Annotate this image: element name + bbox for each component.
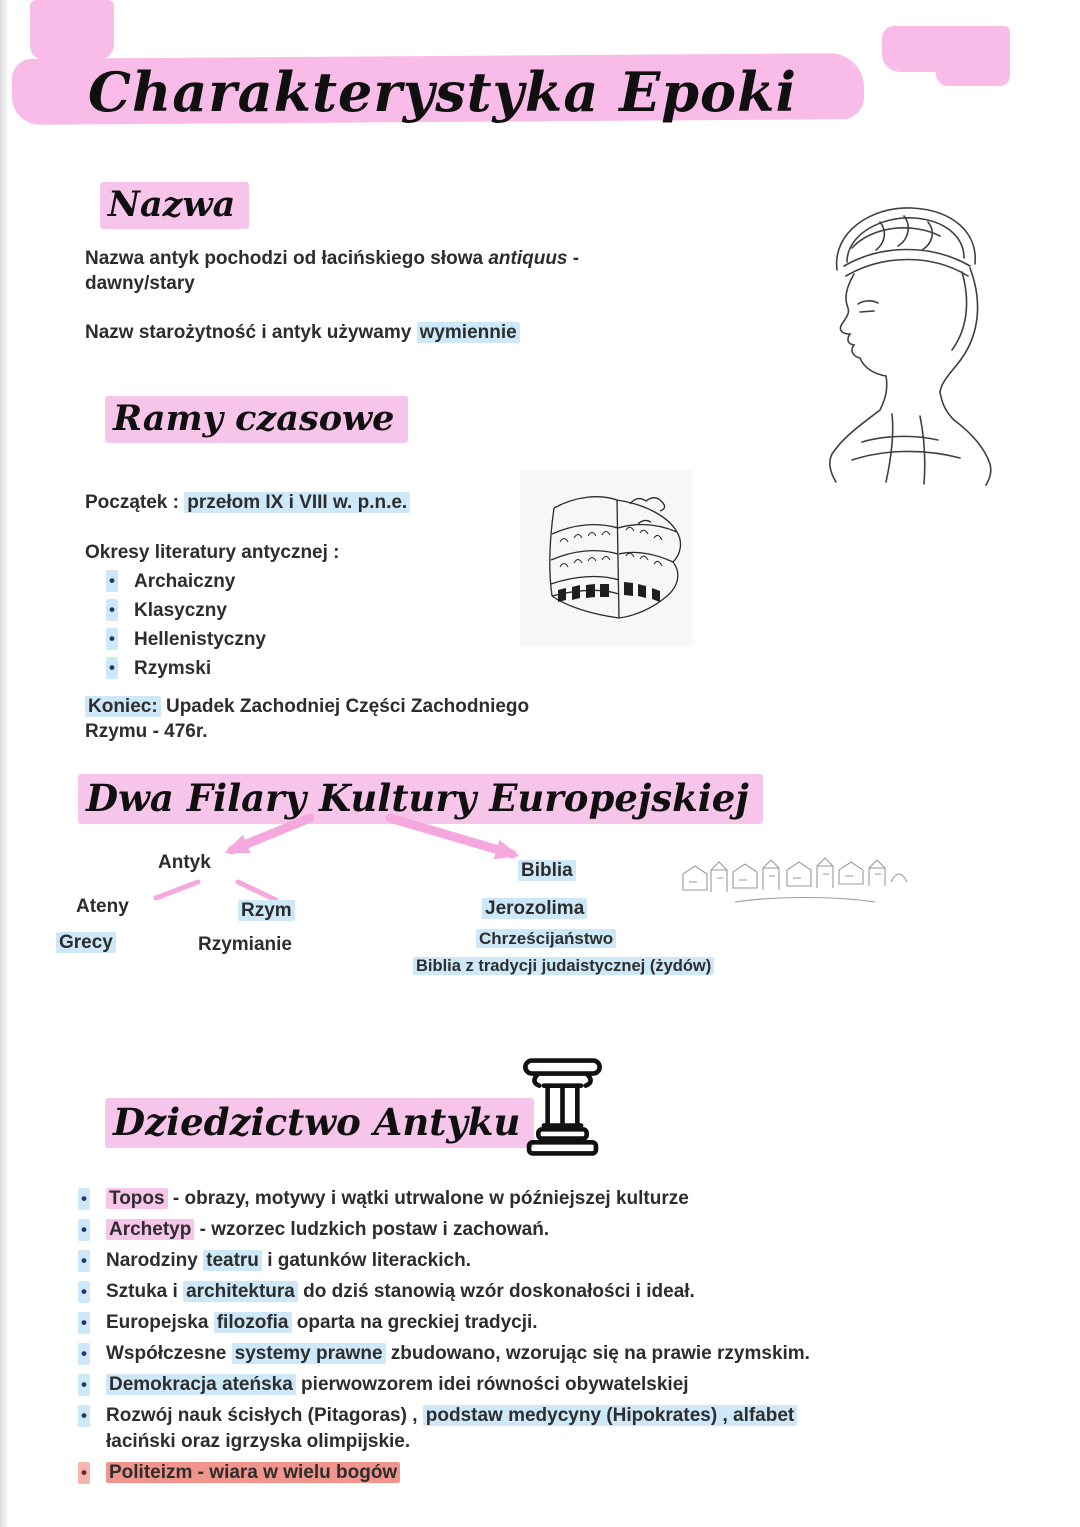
section-heading-ramy	[105, 398, 408, 439]
list-item	[72, 1310, 1012, 1336]
text-run: zbudowano, wzorując się na prawie rzymskim.	[385, 1343, 810, 1364]
node-label: Chrześcijaństwo	[476, 929, 616, 948]
text-run: - wzorzec ludzkich postaw i zachowań.	[194, 1219, 550, 1240]
bullet-icon: •	[106, 657, 118, 679]
list-item	[100, 568, 520, 595]
ancient-city-sketch	[675, 812, 910, 912]
list-item	[72, 1279, 1012, 1305]
bullet-icon: •	[78, 1312, 90, 1334]
okresy-list	[100, 568, 520, 684]
node-label: Biblia	[518, 860, 576, 881]
text-run: łaciński oraz igrzyska olimpijskie.	[106, 1431, 411, 1452]
highlighted-text: podstaw medycyny (Hipokrates) , alfabet	[423, 1405, 798, 1426]
list-item-text: Klasyczny	[134, 600, 227, 621]
node-rzymianie	[198, 932, 292, 957]
highlighted-text: Koniec:	[85, 696, 161, 717]
dziedzictwo-list	[72, 1186, 1012, 1491]
list-item	[100, 597, 520, 624]
list-item-text: Rzymski	[134, 658, 212, 679]
greek-column-icon	[515, 1055, 610, 1159]
colosseum-sketch	[520, 470, 692, 646]
bullet-icon: •	[78, 1462, 90, 1484]
highlighted-text: filozofia	[214, 1312, 292, 1333]
greek-statue-sketch	[792, 192, 1014, 488]
node-label: Antyk	[158, 852, 211, 873]
bullet-icon: •	[78, 1374, 90, 1396]
text-run: do dziś stanowią wzór doskonałości i ideał.	[297, 1281, 695, 1302]
bullet-icon: •	[78, 1405, 90, 1427]
highlighted-text: architektura	[183, 1281, 298, 1302]
term-antiquus: antiquus	[488, 248, 568, 269]
text-run: Współczesne	[106, 1343, 232, 1364]
text-run: Sztuka i	[106, 1281, 184, 1302]
list-item	[72, 1186, 1012, 1212]
node-antyk	[158, 850, 211, 875]
highlighted-text: Topos	[106, 1188, 168, 1209]
highlighted-text: teatru	[203, 1250, 262, 1271]
heading-text: Ramy czasowe	[105, 396, 408, 443]
highlighted-text: Politeizm - wiara w wielu bogów	[106, 1462, 400, 1483]
highlighted-text: Demokracja ateńska	[106, 1374, 296, 1395]
node-label: Ateny	[76, 896, 129, 917]
list-item	[72, 1460, 1012, 1486]
node-label: Rzym	[238, 900, 295, 921]
text-run: Rzymu - 476r.	[85, 721, 208, 743]
text-run: i gatunków literackich.	[261, 1250, 471, 1271]
bullet-icon: •	[78, 1281, 90, 1303]
text-run: dawny/stary	[85, 273, 195, 295]
node-rzym	[238, 898, 295, 923]
bullet-icon: •	[106, 599, 118, 621]
list-item-text: Archaiczny	[134, 571, 236, 592]
text-run: Rozwój nauk ścisłych (Pitagoras) ,	[106, 1405, 423, 1426]
heading-text: Dziedzictwo Antyku	[105, 1098, 534, 1148]
text-run: Europejska	[106, 1312, 214, 1333]
list-item	[72, 1403, 1012, 1455]
pink-blob-top-right-stem	[936, 60, 1010, 86]
page-edge-shadow	[0, 0, 9, 1527]
text-run: -	[567, 248, 580, 269]
highlighted-text: wymiennie	[417, 322, 520, 343]
section-heading-nazwa	[100, 184, 249, 225]
node-label: Jerozolima	[482, 898, 587, 919]
list-item	[72, 1341, 1012, 1367]
highlighted-text: Archetyp	[106, 1219, 194, 1240]
heading-text: Nazwa	[100, 182, 249, 229]
heading-text: Dwa Filary Kultury Europejskiej	[78, 774, 763, 824]
node-grecy	[56, 930, 116, 955]
text-run: Nazwa antyk pochodzi od łacińskiego słowa	[85, 248, 489, 269]
text-run: Okresy literatury antycznej :	[85, 542, 340, 563]
text-run: oparta na greckiej tradycji.	[291, 1312, 538, 1333]
node-label: Grecy	[56, 932, 116, 953]
paragraph-nazwa-usage	[85, 320, 725, 345]
text-run: Upadek Zachodniej Części Zachodniego	[160, 696, 530, 717]
bullet-icon: •	[78, 1250, 90, 1272]
paragraph-nazwa-origin	[85, 246, 725, 297]
list-item	[72, 1248, 1012, 1274]
list-item	[100, 626, 520, 653]
pink-blob-top-left	[30, 0, 114, 60]
node-ateny	[76, 894, 129, 919]
bullet-icon: •	[78, 1219, 90, 1241]
section-heading-dziedzictwo	[105, 1100, 534, 1144]
text-run: Początek :	[85, 492, 185, 513]
node-chrzescijanstwo	[476, 928, 616, 951]
node-jerozolima	[482, 896, 587, 921]
list-item	[72, 1217, 1012, 1243]
node-label: Rzymianie	[198, 934, 292, 955]
list-item	[100, 655, 520, 682]
node-biblia	[518, 858, 576, 883]
page-title: Charakterystyka Epoki	[88, 60, 797, 124]
text-run: Narodziny	[106, 1250, 204, 1271]
text-run: - obrazy, motywy i wątki utrwalone w późniejszej kulturze	[167, 1188, 689, 1209]
list-item	[72, 1372, 1012, 1398]
bullet-icon: •	[106, 570, 118, 592]
paragraph-koniec	[85, 694, 645, 745]
node-biblia-tradycja	[413, 955, 714, 977]
highlighted-text: przełom IX i VIII w. p.n.e.	[184, 492, 410, 513]
text-run: Nazw starożytność i antyk używamy	[85, 322, 417, 343]
text-run: pierwowzorem idei równości obywatelskiej	[295, 1374, 689, 1395]
bullet-icon: •	[78, 1188, 90, 1210]
list-item-text: Hellenistyczny	[134, 629, 266, 650]
bullet-icon: •	[78, 1343, 90, 1365]
bullet-icon: •	[106, 628, 118, 650]
highlighted-text: systemy prawne	[232, 1343, 386, 1364]
node-label: Biblia z tradycji judaistycznej (żydów)	[413, 957, 714, 975]
